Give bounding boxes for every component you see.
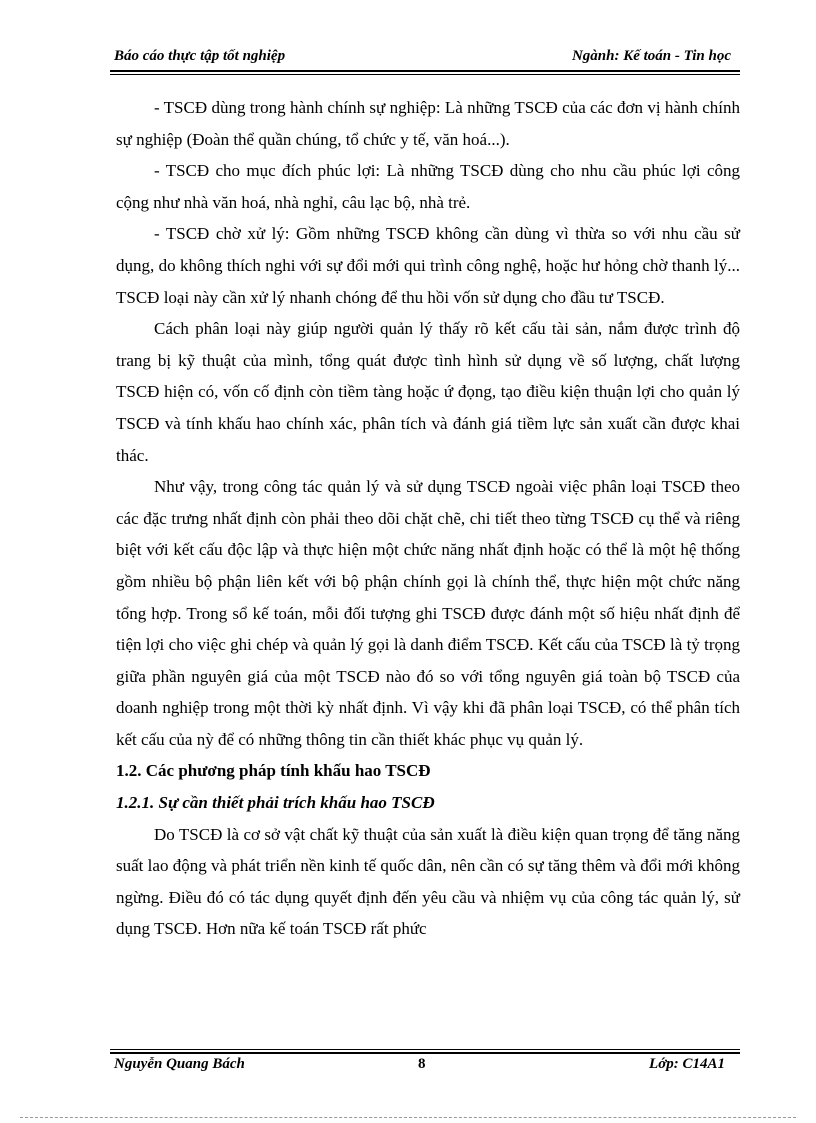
page-footer xyxy=(112,1056,737,1078)
page-break-line xyxy=(20,1117,796,1118)
footer-class: Lớp: C14A1 xyxy=(649,1056,725,1072)
subsection-heading: 1.2.1. Sự cần thiết phải trích khấu hao TSCĐ xyxy=(116,793,435,813)
header-major: Ngành: Kế toán - Tin học xyxy=(571,48,731,64)
header-divider xyxy=(110,70,740,72)
header-report-title: Báo cáo thực tập tốt nghiệp xyxy=(114,48,286,64)
paragraph: Như vậy, trong công tác quản lý và sử dụng TSCĐ ngoài việc phân loại TSCĐ theo các đặc trưng nhất định còn phải theo dõi chặt chẽ, chi tiết theo từng TSCĐ cụ thể và riêng biệt với kết cấu độc lập và thực hiện một chức năng nhất định hoặc có thể là một hệ thống gồm nhiều bộ phận liên kết với bộ phận chính gọi là chính thể, thực hiện một chức năng tổng hợp. Trong sổ kế toán, mỗi đối tượng ghi TSCĐ được đánh một số hiệu nhất định để tiện lợi cho việc ghi chép và quản lý gọi là danh điểm TSCĐ. Kết cấu của TSCĐ là tỷ trọng giữa phần nguyên giá của một TSCĐ nào đó so với tổng nguyên giá toàn bộ TSCĐ của doanh nghiệp trong một thời kỳ nhất định. Vì vậy khi đã phân loại TSCĐ, có thể phân tích kết cấu của nỳ để có những thông tin cần thiết khác phục vụ quản lý. xyxy=(116,477,740,749)
section-heading: 1.2. Các phương pháp tính khấu hao TSCĐ xyxy=(116,761,431,781)
header-divider-thin xyxy=(110,74,740,75)
footer-author: Nguyễn Quang Bách xyxy=(114,1056,245,1072)
page-body xyxy=(116,92,740,945)
footer-divider-thin xyxy=(110,1049,740,1050)
paragraph: Do TSCĐ là cơ sở vật chất kỹ thuật của sản xuất là điều kiện quan trọng để tăng năng suất lao động và phát triển nền kinh tế quốc dân, nên cần có sự tăng thêm và đổi mới không ngừng. Điều đó có tác dụng quyết định đến yêu cầu và nhiệm vụ của công tác quản lý, sử dụng TSCĐ. Hơn nữa kế toán TSCĐ rất phức xyxy=(116,824,740,939)
paragraph: - TSCĐ cho mục đích phúc lợi: Là những TSCĐ dùng cho nhu cầu phúc lợi công cộng như nhà văn hoá, nhà nghỉ, câu lạc bộ, nhà trẻ. xyxy=(116,161,740,212)
footer-divider xyxy=(110,1052,740,1054)
paragraph: - TSCĐ dùng trong hành chính sự nghiệp: Là những TSCĐ của các đơn vị hành chính sự nghiệp (Đoàn thể quần chúng, tổ chức y tế, văn hoá...). xyxy=(116,98,740,149)
page-header xyxy=(112,48,737,70)
page-number: 8 xyxy=(418,1056,426,1072)
paragraph: Cách phân loại này giúp người quản lý thấy rõ kết cấu tài sản, nắm được trình độ trang bị kỹ thuật của mình, tổng quát được tình hình sử dụng về số lượng, chất lượng TSCĐ hiện có, vốn cố định còn tiềm tàng hoặc ứ đọng, tạo điều kiện thuận lợi cho quản lý TSCĐ và tính khấu hao chính xác, phân tích và đánh giá tiềm lực sản xuất cần được khai thác. xyxy=(116,319,740,465)
paragraph: - TSCĐ chờ xử lý: Gồm những TSCĐ không cần dùng vì thừa so với nhu cầu sử dụng, do không thích nghi với sự đổi mới qui trình công nghệ, hoặc hư hỏng chờ thanh lý... TSCĐ loại này cần xử lý nhanh chóng để thu hồi vốn sử dụng cho đầu tư TSCĐ. xyxy=(116,224,740,307)
